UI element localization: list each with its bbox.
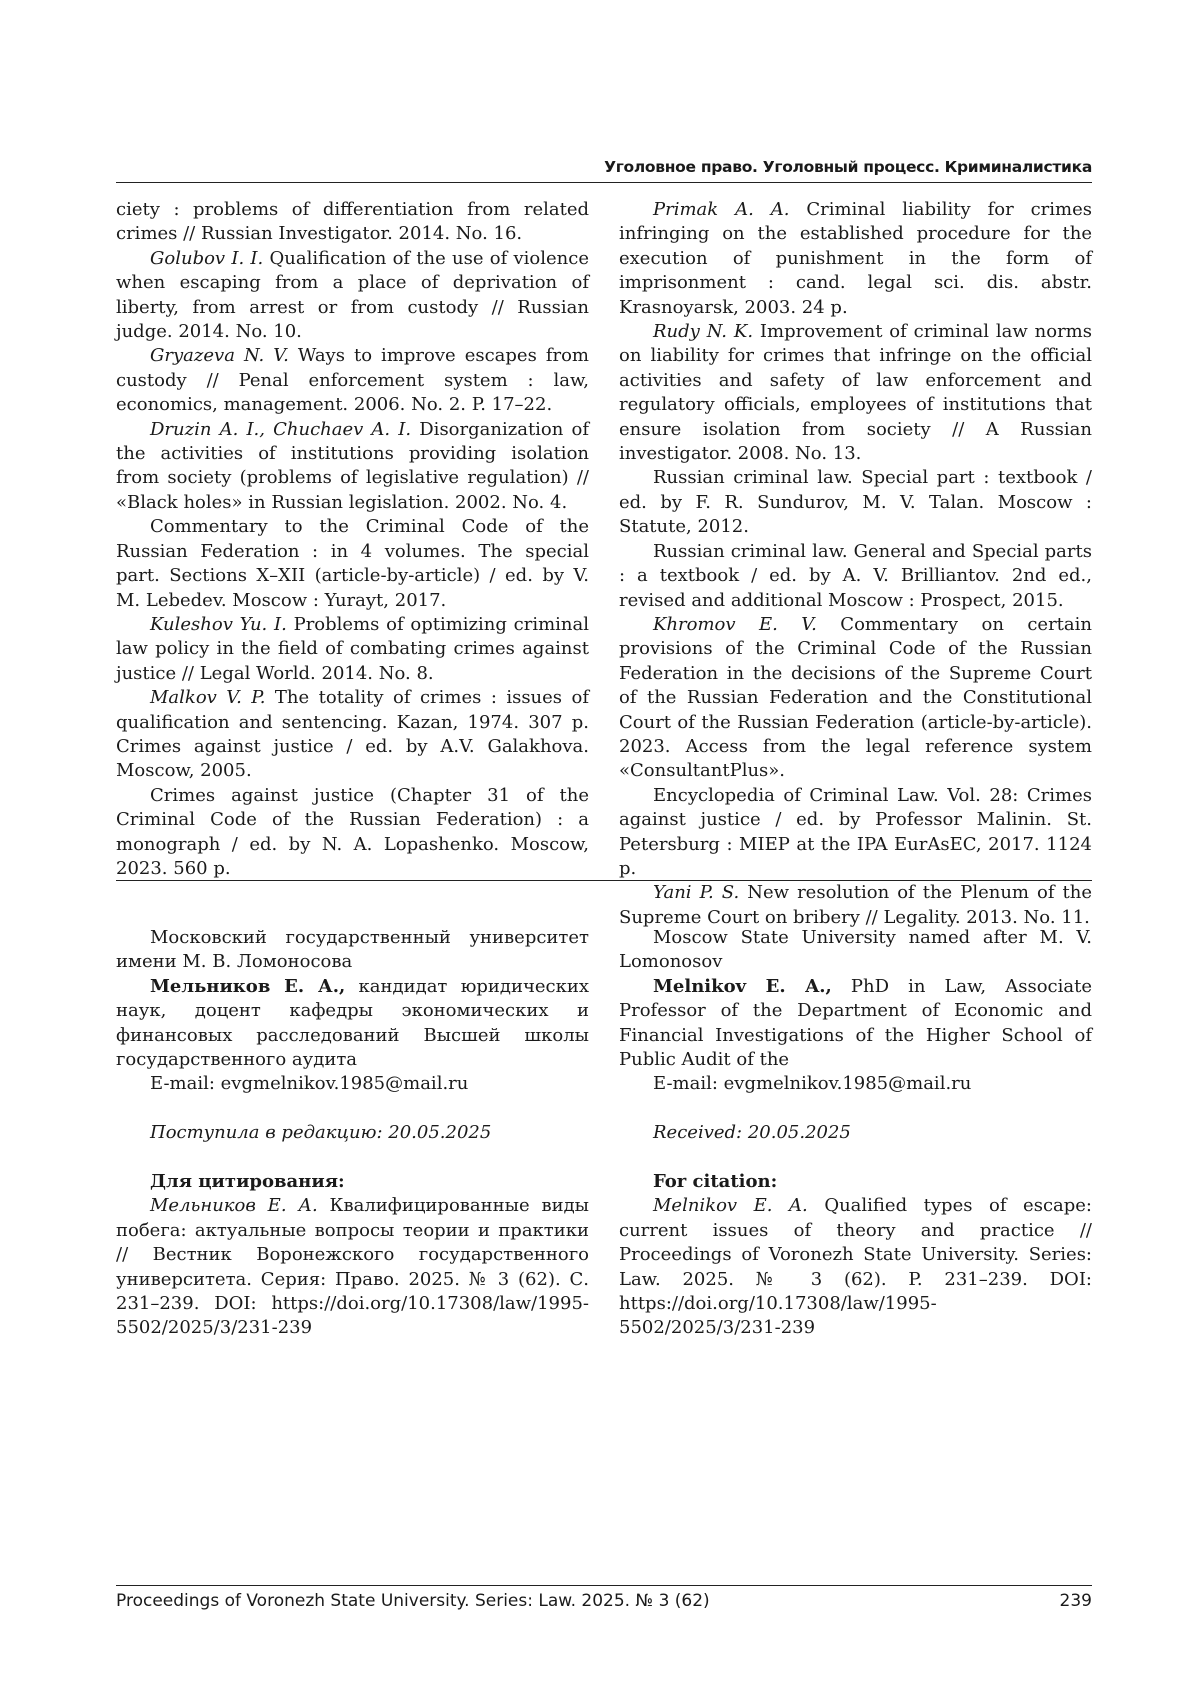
section-divider bbox=[116, 880, 1092, 881]
received-date: Received: 20.05.2025 bbox=[619, 1121, 1092, 1145]
reference-entry: Russian criminal law. Special part : textbook / ed. by F. R. Sundurov, M. V. Talan. Moscow : Statute, 2012. bbox=[619, 466, 1092, 539]
reference-entry: Druzin A. I., Chuchaev A. I. Disorganization of the activities of institutions providing isolation from society (problems of legislative regulation) // «Black holes» in Russian legislation. 2002. No. 4. bbox=[116, 418, 589, 516]
author-name: Мельников Е. А., bbox=[150, 976, 345, 997]
reference-entry: Encyclopedia of Criminal Law. Vol. 28: Crimes against justice / ed. by Professor Malinin. St. Petersburg : MIEP at the IPA EurAsEC, 2017. 1124 p. bbox=[619, 784, 1092, 882]
email: E-mail: evgmelnikov.1985@mail.ru bbox=[619, 1072, 1092, 1096]
reference-entry: Yani P. S. New resolution of the Plenum of the Supreme Court on bribery // Legality. 2013. No. 11. bbox=[619, 881, 1092, 930]
footer-journal: Proceedings of Voronezh State University. Series: Law. 2025. № 3 (62) bbox=[116, 1591, 710, 1611]
author-info-ru bbox=[116, 926, 589, 1341]
running-head: Уголовное право. Уголовный процесс. Криминалистика bbox=[116, 158, 1092, 176]
citation-heading: For citation: bbox=[619, 1170, 1092, 1194]
footer-rule bbox=[116, 1585, 1092, 1586]
citation-text: Melnikov E. A. Qualified types of escape: current issues of theory and practice // Proceedings of Voronezh State University. Series: Law. 2025. № 3 (62). P. 231–239. DOI: https://doi.org/10.17308/law/1995-5502/2025/3/231-239 bbox=[619, 1194, 1092, 1340]
affiliation: Московский государственный университет имени М. В. Ломоносова bbox=[116, 926, 589, 975]
received-date: Поступила в редакцию: 20.05.2025 bbox=[116, 1121, 589, 1145]
reference-entry: Malkov V. P. The totality of crimes : issues of qualification and sentencing. Kazan, 1974. 307 p. Crimes against justice / ed. by A.V. Galakhova. Moscow, 2005. bbox=[116, 686, 589, 784]
reference-entry: Kuleshov Yu. I. Problems of optimizing criminal law policy in the field of combating crimes against justice // Legal World. 2014. No. 8. bbox=[116, 613, 589, 686]
header-rule bbox=[116, 182, 1092, 183]
reference-entry: Russian criminal law. General and Special parts : a textbook / ed. by A. V. Brilliantov. 2nd ed., revised and additional Moscow : Prospect, 2015. bbox=[619, 540, 1092, 613]
author-description: Melnikov E. A., PhD in Law, Associate Professor of the Department of Economic and Financial Investigations of the Higher School of Public Audit of the bbox=[619, 975, 1092, 1073]
reference-entry: Crimes against justice (Chapter 31 of the Criminal Code of the Russian Federation) : a monograph / ed. by N. A. Lopashenko. Moscow, 2023. 560 p. bbox=[116, 784, 589, 882]
page-number: 239 bbox=[1060, 1591, 1092, 1611]
reference-entry: Primak A. A. Criminal liability for crimes infringing on the established procedure for the execution of punishment in the form of imprisonment : cand. legal sci. dis. abstr. Krasnoyarsk, 2003. 24 p. bbox=[619, 198, 1092, 320]
reference-entry: Commentary to the Criminal Code of the Russian Federation : in 4 volumes. The special part. Sections X–XII (article-by-article) / ed. by V. M. Lebedev. Moscow : Yurayt, 2017. bbox=[116, 515, 589, 613]
reference-entry: ciety : problems of differentiation from related crimes // Russian Investigator. 2014. No. 16. bbox=[116, 198, 589, 247]
author-description: Мельников Е. А., кандидат юридических наук, доцент кафедры экономических и финансовых расследований Высшей школы государственного аудита bbox=[116, 975, 589, 1073]
affiliation: Moscow State University named after M. V. Lomonosov bbox=[619, 926, 1092, 975]
reference-entry: Golubov I. I. Qualification of the use of violence when escaping from a place of deprivation of liberty, from arrest or from custody // Russian judge. 2014. No. 10. bbox=[116, 247, 589, 345]
references-left-column bbox=[116, 198, 589, 881]
reference-entry: Rudy N. K. Improvement of criminal law norms on liability for crimes that infringe on the official activities and safety of law enforcement and regulatory officials, employees of institutions that ensure isolation from society // A Russian investigator. 2008. No. 13. bbox=[619, 320, 1092, 466]
author-info-en bbox=[619, 926, 1092, 1341]
reference-entry: Khromov E. V. Commentary on certain provisions of the Criminal Code of the Russian Federation in the decisions of the Supreme Court of the Russian Federation and the Constitutional Court of the Russian Federation (article-by-article). 2023. Access from the legal reference system «ConsultantPlus». bbox=[619, 613, 1092, 784]
reference-entry: Gryazeva N. V. Ways to improve escapes from custody // Penal enforcement system : law, economics, management. 2006. No. 2. P. 17–22. bbox=[116, 344, 589, 417]
citation-heading: Для цитирования: bbox=[116, 1170, 589, 1194]
citation-text: Мельников Е. А. Квалифицированные виды побега: актуальные вопросы теории и практики // Вестник Воронежского государственного университета. Серия: Право. 2025. № 3 (62). С. 231–239. DOI: https://doi.org/10.17308/law/1995-5502/2025/3/231-239 bbox=[116, 1194, 589, 1340]
author-name: Melnikov E. A., bbox=[653, 976, 832, 997]
email: E-mail: evgmelnikov.1985@mail.ru bbox=[116, 1072, 589, 1096]
references-right-column bbox=[619, 198, 1092, 930]
